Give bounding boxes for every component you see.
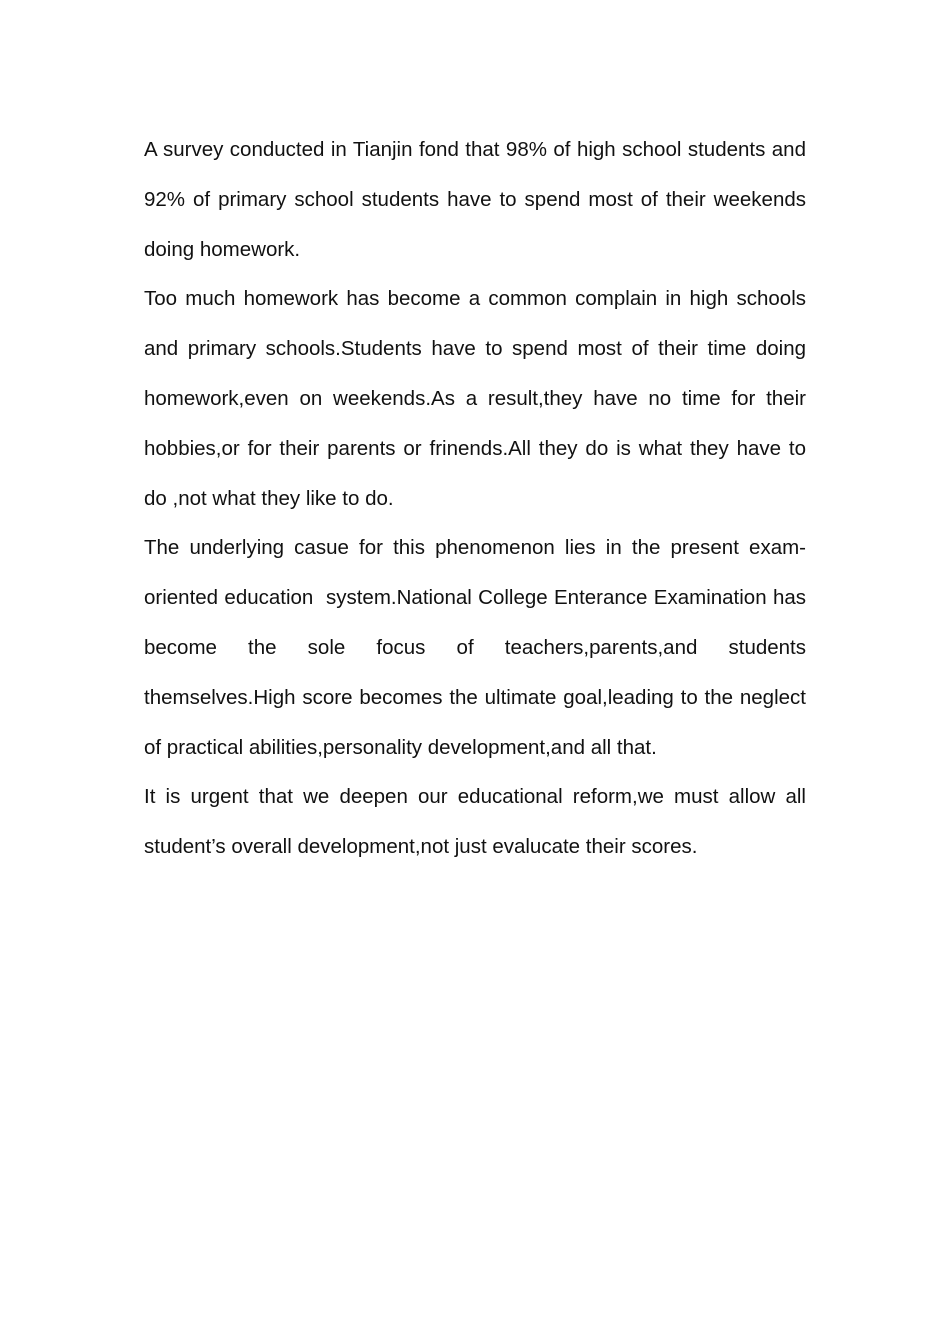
paragraph-reform: It is urgent that we deepen our educational reform,we must allow all student’s overall development,not just evalucate their scores.	[144, 785, 812, 859]
document-body	[144, 125, 812, 872]
paragraph-underlying-cause: The underlying casue for this phenomenon lies in the present exam-oriented education system.National College Enterance Examination has become the sole focus of teachers,parents,and students themselves.High score becomes the ultimate goal,leading to the neglect of practical abilities,personality development,and all that.	[144, 536, 812, 759]
paragraph-homework-complaint: Too much homework has become a common complain in high schools and primary schools.Students have to spend most of their time doing homework,even on weekends.As a result,they have no time for their hobbies,or for their parents or frinends.All they do is what they have to do ,not what they like to do.	[144, 287, 812, 510]
paragraph-survey: A survey conducted in Tianjin fond that 98% of high school students and 92% of primary school students have to spend most of their weekends doing homework.	[144, 138, 812, 261]
